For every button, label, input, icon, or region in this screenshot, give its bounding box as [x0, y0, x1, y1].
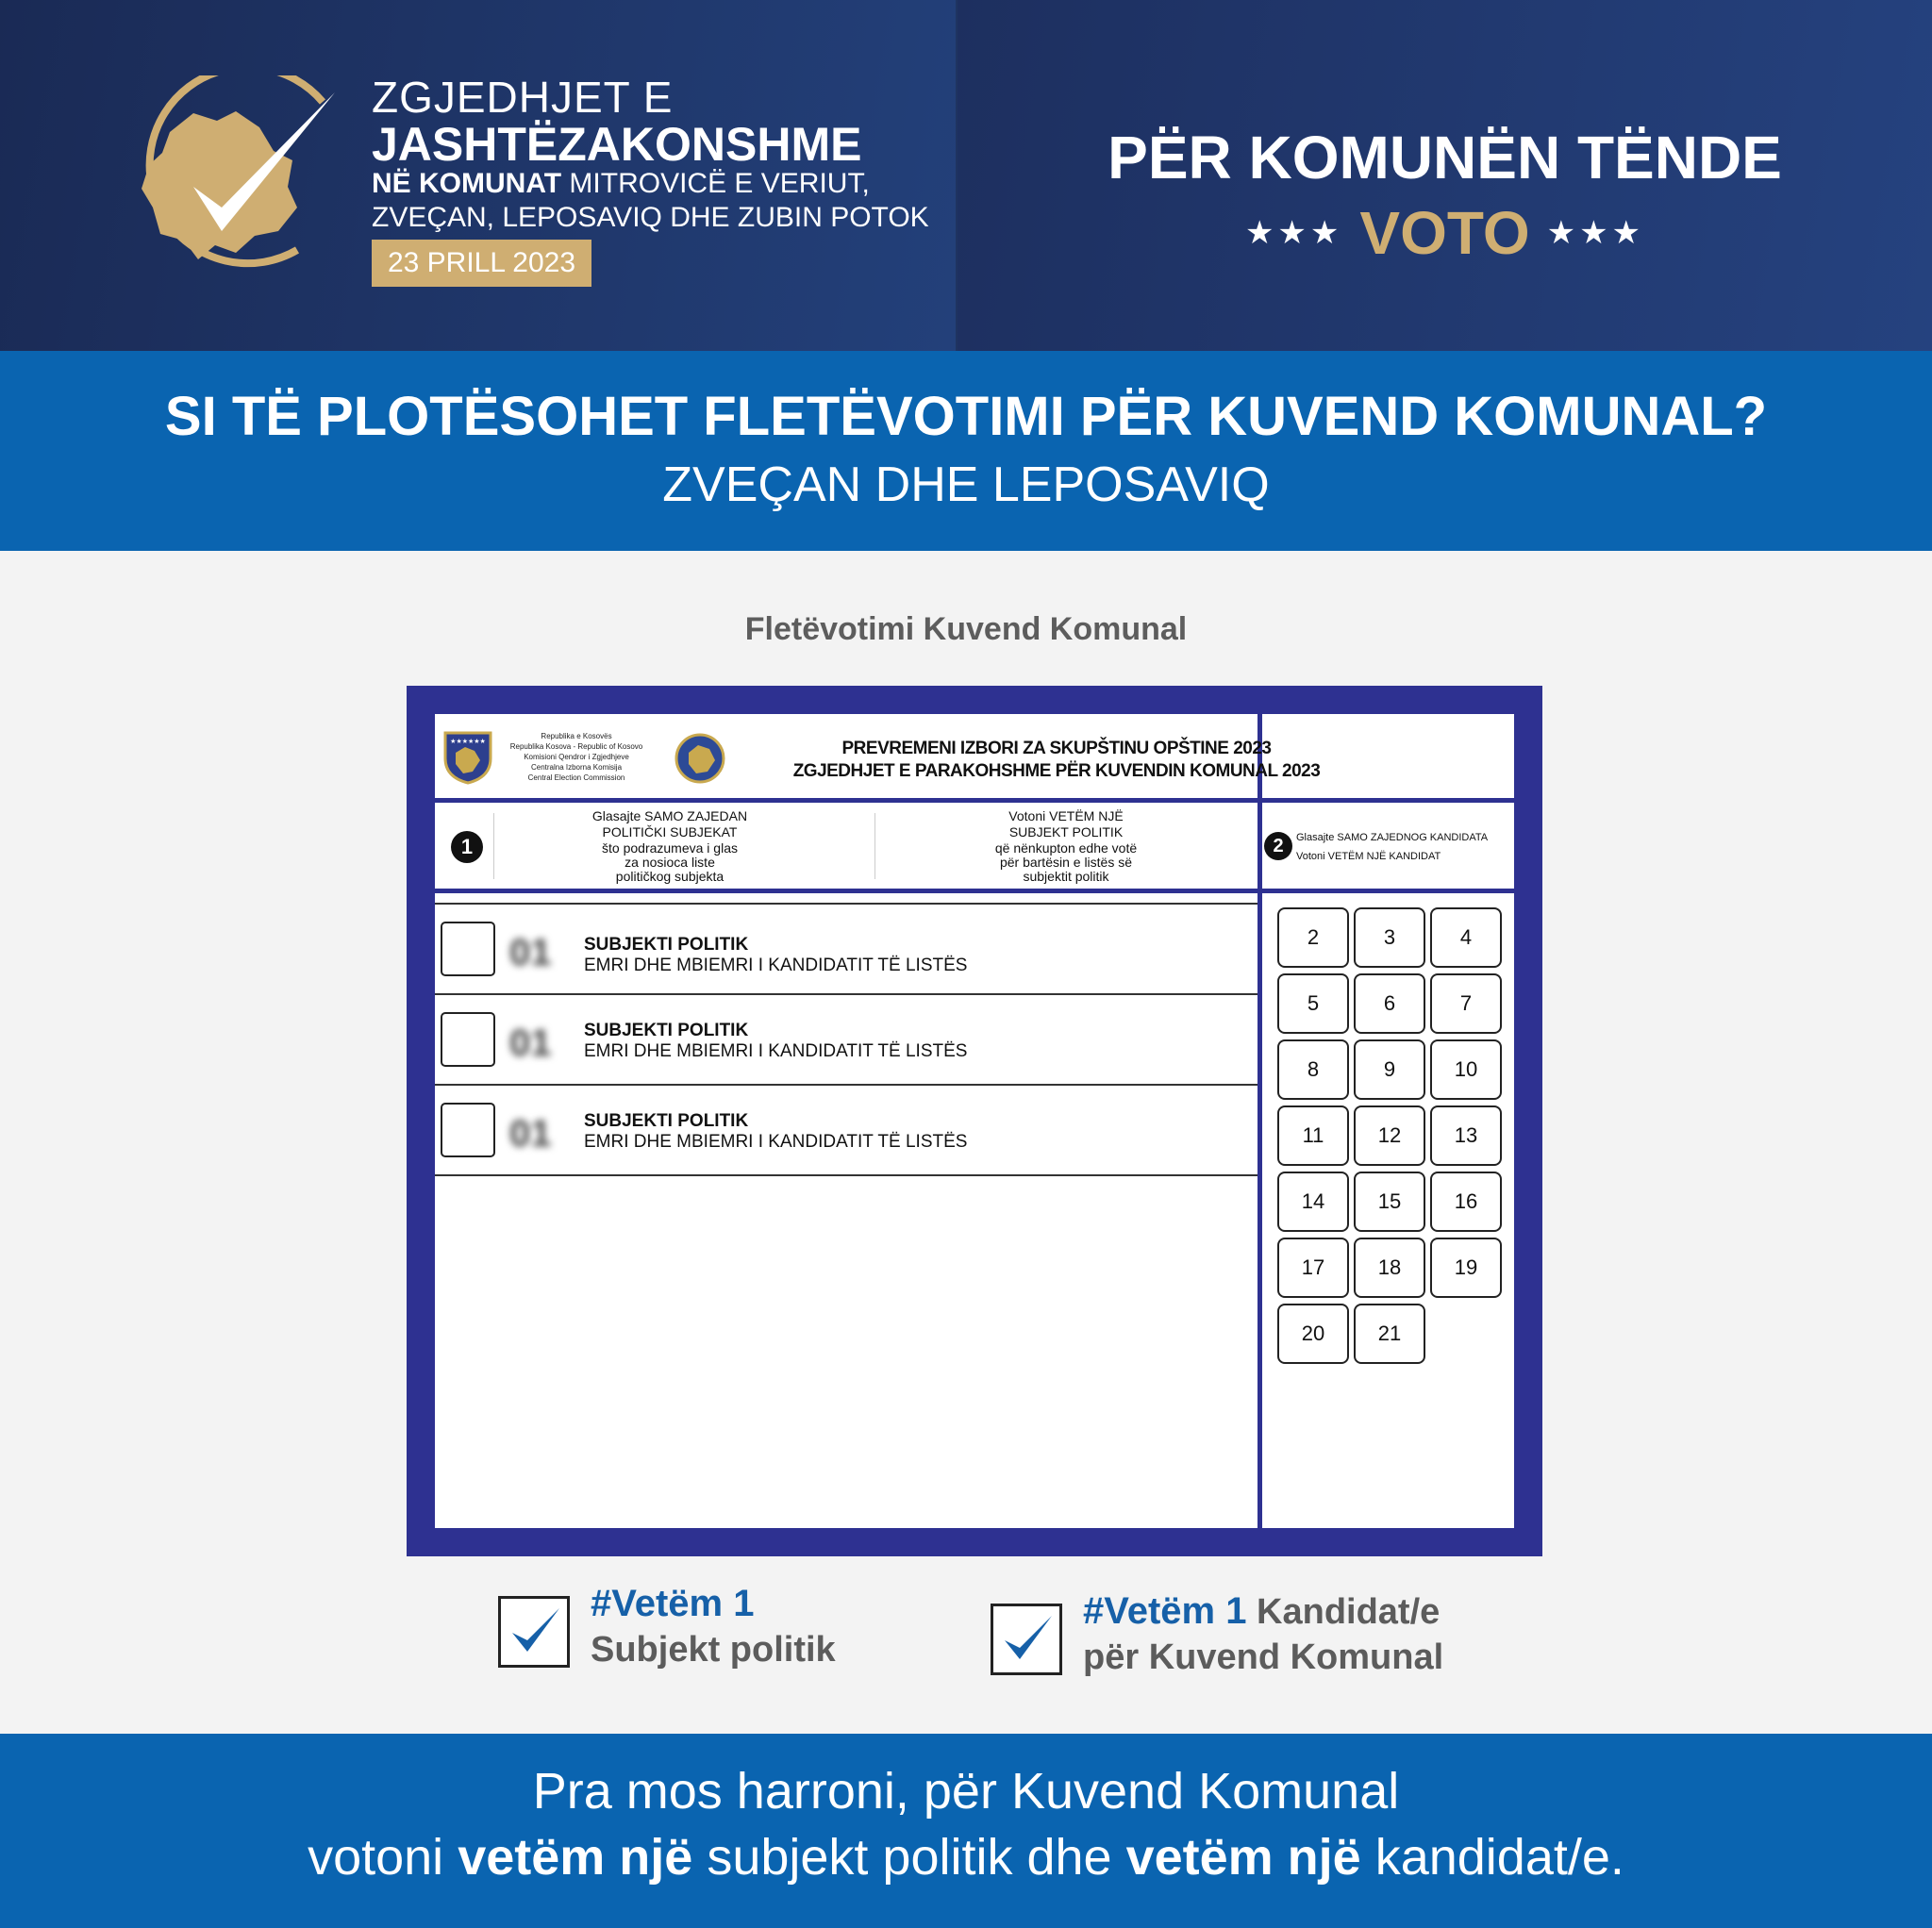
candidate-box-2[interactable]: 2 [1277, 907, 1349, 968]
legend-candidate-label-a: Kandidat/e [1246, 1592, 1441, 1632]
candidate-box-5[interactable]: 5 [1277, 973, 1349, 1034]
footer-line2-d: vetëm një [1125, 1829, 1361, 1886]
ballot-divider-instructions [435, 889, 1514, 893]
candidate-box-13[interactable]: 13 [1430, 1105, 1502, 1166]
checkmark-icon [993, 1606, 1059, 1672]
slogan-vote [958, 198, 1932, 268]
vote-word: VOTO [1359, 199, 1530, 267]
header-line3-bold: NË KOMUNAT [372, 168, 562, 199]
instruction-separator-1 [493, 813, 494, 879]
instr-sr-1: Glasajte SAMO ZAJEDAN [591, 808, 748, 823]
date-badge: 23 PRILL 2023 [372, 240, 591, 287]
party-name-2: SUBJEKTI POLITIK [584, 1021, 749, 1040]
issuer-line-4: Centralna Izborna Komisija [530, 763, 623, 772]
issuer-line-5: Central Election Commission [527, 773, 625, 782]
stars-right: ★★★ [1546, 215, 1645, 251]
candidate-box-20[interactable]: 20 [1277, 1304, 1349, 1364]
issuer-line-3: Komisioni Qendror i Zgjedhjeve [524, 753, 629, 761]
party-number-2: 01 [509, 1022, 552, 1064]
candidate-box-6[interactable]: 6 [1354, 973, 1425, 1034]
candidate-name-2: EMRI DHE MBIEMRI I KANDIDATIT TË LISTËS [584, 1041, 968, 1061]
section-number-1: 1 [451, 831, 483, 863]
footer-line2-c: subjekt politik dhe [692, 1829, 1126, 1886]
candidate-box-4[interactable]: 4 [1430, 907, 1502, 968]
candidate-box-8[interactable]: 8 [1277, 1039, 1349, 1100]
candidate-box-14[interactable]: 14 [1277, 1172, 1349, 1232]
row-line-0 [435, 903, 1257, 905]
footer-line2 [0, 1828, 1932, 1886]
page-title: SI TË PLOTËSOHET FLETËVOTIMI PËR KUVEND KOMUNAL? [164, 386, 1768, 447]
ballot-divider-vertical [1257, 714, 1262, 1528]
legend-candidate-label-b: për Kuvend Komunal [1083, 1637, 1444, 1677]
header-line2: JASHTËZAKONSHME [372, 118, 862, 171]
ballot-title-sr: PREVREMENI IZBORI ZA SKUPŠTINU OPŠTINE 2023 [841, 739, 1272, 758]
instr-sr-3: što podrazumeva i glas [602, 840, 738, 856]
instr-sq-4: për bartësin e listës së [999, 855, 1133, 870]
party-name-3: SUBJEKTI POLITIK [584, 1111, 749, 1131]
row-line-3 [435, 1174, 1257, 1176]
title-band [0, 351, 1932, 551]
party-checkbox-3[interactable] [441, 1103, 495, 1157]
legend-checkbox-party [498, 1596, 570, 1668]
issuer-line-1: Republika e Kosovës [541, 732, 612, 740]
kosovo-coat-of-arms-icon [442, 730, 493, 785]
legend-party-label: Subjekt politik [591, 1630, 836, 1670]
stars-left: ★★★ [1244, 215, 1343, 251]
footer-line1: Pra mos harroni, për Kuvend Komunal [532, 1763, 1400, 1820]
candidate-name-3: EMRI DHE MBIEMRI I KANDIDATIT TË LISTËS [584, 1132, 968, 1152]
election-commission-seal-icon [674, 732, 726, 785]
legend-candidate-tag: #Vetëm 1 [1083, 1590, 1247, 1632]
footer-line2-e: kandidat/e. [1360, 1829, 1624, 1886]
candidate-box-9[interactable]: 9 [1354, 1039, 1425, 1100]
instr-sr-2: POLITIČKI SUBJEKAT [602, 824, 738, 839]
candidate-box-10[interactable]: 10 [1430, 1039, 1502, 1100]
section-number-2: 2 [1264, 832, 1292, 860]
issuer-line-2: Republika Kosova - Republic of Kosovo [509, 742, 643, 751]
footer-line2-a: votoni [308, 1829, 458, 1886]
page-subtitle: ZVEÇAN DHE LEPOSAVIQ [662, 457, 1270, 512]
header-line4: ZVEÇAN, LEPOSAVIQ DHE ZUBIN POTOK [372, 202, 929, 233]
party-name-1: SUBJEKTI POLITIK [584, 935, 749, 955]
ballot-divider-top [435, 798, 1514, 803]
instr-sr-5: političkog subjekta [615, 869, 724, 884]
instruction-separator-2 [874, 813, 875, 879]
candidate-box-16[interactable]: 16 [1430, 1172, 1502, 1232]
row-line-2 [435, 1084, 1257, 1086]
party-checkbox-2[interactable] [441, 1012, 495, 1067]
candidate-box-12[interactable]: 12 [1354, 1105, 1425, 1166]
row-line-1 [435, 993, 1257, 995]
instr-sq-1: Votoni VETËM NJË [1008, 808, 1124, 823]
instr-sq-3: që nënkupton edhe votë [994, 840, 1138, 856]
instr-sq-5: subjektit politik [1023, 869, 1109, 884]
instr-sq-2: SUBJEKT POLITIK [1008, 824, 1124, 839]
candidate-box-11[interactable]: 11 [1277, 1105, 1349, 1166]
candidate-box-21[interactable]: 21 [1354, 1304, 1425, 1364]
footer-line2-b: vetëm një [458, 1829, 693, 1886]
ballot-caption: Fletëvotimi Kuvend Komunal [744, 611, 1188, 647]
candidate-box-19[interactable]: 19 [1430, 1238, 1502, 1298]
candidate-box-7[interactable]: 7 [1430, 973, 1502, 1034]
checkmark-icon [501, 1599, 567, 1665]
instr2-sr: Glasajte SAMO ZAJEDNOG KANDIDATA [1296, 832, 1489, 843]
party-checkbox-1[interactable] [441, 922, 495, 976]
candidate-box-3[interactable]: 3 [1354, 907, 1425, 968]
slogan-title: PËR KOMUNËN TËNDE [1108, 124, 1782, 191]
candidate-box-18[interactable]: 18 [1354, 1238, 1425, 1298]
kosovo-map-checkmark-icon [104, 75, 349, 283]
svg-text:★★★★★★: ★★★★★★ [450, 738, 486, 745]
header-line3-rest: MITROVICË E VERIUT, [561, 168, 870, 199]
legend-party-tag: #Vetëm 1 [591, 1583, 755, 1624]
party-number-1: 01 [509, 932, 552, 973]
header-line3 [372, 168, 870, 200]
legend-candidate-line1 [1083, 1590, 1440, 1633]
candidate-box-17[interactable]: 17 [1277, 1238, 1349, 1298]
header-line1: ZGJEDHJET E [372, 73, 674, 122]
party-number-3: 01 [509, 1113, 552, 1155]
legend-checkbox-candidate [991, 1604, 1062, 1675]
candidate-box-15[interactable]: 15 [1354, 1172, 1425, 1232]
instr-sr-4: za nosioca liste [625, 855, 715, 870]
instr2-sq: Votoni VETËM NJË KANDIDAT [1296, 851, 1441, 862]
candidate-name-1: EMRI DHE MBIEMRI I KANDIDATIT TË LISTËS [584, 956, 968, 975]
ballot-title-sq: ZGJEDHJET E PARAKOHSHME PËR KUVENDIN KOMUNAL 2023 [792, 761, 1321, 781]
